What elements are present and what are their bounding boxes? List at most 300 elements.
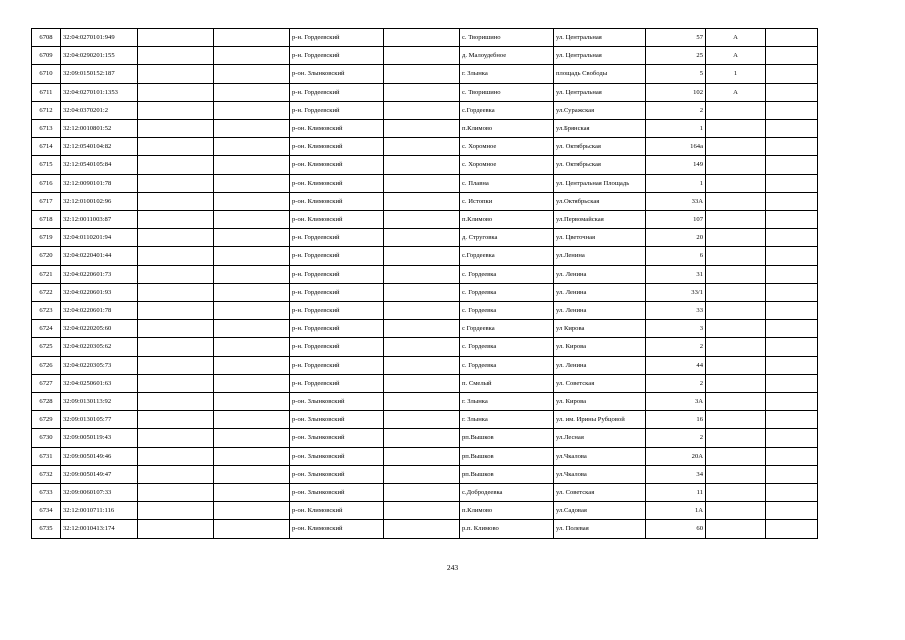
empty-cell [138, 120, 214, 138]
row-number-cell: 6712 [32, 101, 61, 119]
empty-cell [384, 29, 460, 47]
empty-cell [214, 83, 290, 101]
street-cell: ул.Октябрьская [554, 192, 646, 210]
empty-cell [766, 65, 818, 83]
house-number-cell: 3 [646, 320, 706, 338]
registry-table [31, 28, 818, 539]
empty-cell [384, 502, 460, 520]
empty-cell [138, 429, 214, 447]
locality-cell: с. Плавна [460, 174, 554, 192]
empty-cell [214, 192, 290, 210]
building-letter-cell [706, 411, 766, 429]
district-cell: р-н. Гордеевский [290, 320, 384, 338]
empty-cell [766, 520, 818, 538]
empty-cell [384, 283, 460, 301]
empty-cell [214, 65, 290, 83]
empty-cell [138, 447, 214, 465]
cadastral-number-cell: 32:04:0220601:93 [61, 283, 138, 301]
empty-cell [766, 447, 818, 465]
district-cell: р-он. Климовский [290, 520, 384, 538]
empty-cell [138, 465, 214, 483]
locality-cell: р.п. Климово [460, 520, 554, 538]
table-row [32, 138, 818, 156]
district-cell: р-он. Злынковский [290, 429, 384, 447]
row-number-cell: 6720 [32, 247, 61, 265]
table-row [32, 65, 818, 83]
row-number-cell: 6713 [32, 120, 61, 138]
empty-cell [138, 247, 214, 265]
cadastral-number-cell: 32:09:0060107:33 [61, 484, 138, 502]
locality-cell: с. Гордеевка [460, 302, 554, 320]
table-row [32, 447, 818, 465]
building-letter-cell [706, 393, 766, 411]
street-cell: ул. Полевая [554, 520, 646, 538]
locality-cell: с. Гордеевка [460, 356, 554, 374]
empty-cell [138, 374, 214, 392]
table-row [32, 174, 818, 192]
locality-cell: г. Злынка [460, 411, 554, 429]
row-number-cell: 6733 [32, 484, 61, 502]
table-row [32, 356, 818, 374]
row-number-cell: 6711 [32, 83, 61, 101]
district-cell: р-он. Злынковский [290, 484, 384, 502]
empty-cell [766, 320, 818, 338]
cadastral-number-cell: 32:09:0130105:77 [61, 411, 138, 429]
building-letter-cell: А [706, 83, 766, 101]
house-number-cell: 31 [646, 265, 706, 283]
cadastral-number-cell: 32:09:0050149:47 [61, 465, 138, 483]
empty-cell [138, 83, 214, 101]
table-row [32, 429, 818, 447]
empty-cell [214, 502, 290, 520]
empty-cell [214, 101, 290, 119]
street-cell: ул.Ленина [554, 247, 646, 265]
street-cell: ул.Суражская [554, 101, 646, 119]
house-number-cell: 2 [646, 101, 706, 119]
empty-cell [384, 138, 460, 156]
locality-cell: п.Климово [460, 120, 554, 138]
cadastral-number-cell: 32:12:0011003:87 [61, 211, 138, 229]
row-number-cell: 6729 [32, 411, 61, 429]
row-number-cell: 6727 [32, 374, 61, 392]
house-number-cell: 57 [646, 29, 706, 47]
street-cell: ул. Октябрьская [554, 156, 646, 174]
empty-cell [214, 265, 290, 283]
cadastral-number-cell: 32:04:0290201:155 [61, 47, 138, 65]
house-number-cell: 2 [646, 374, 706, 392]
empty-cell [214, 447, 290, 465]
empty-cell [384, 83, 460, 101]
empty-cell [138, 283, 214, 301]
empty-cell [384, 101, 460, 119]
district-cell: р-он. Климовский [290, 192, 384, 210]
locality-cell: д. Струговка [460, 229, 554, 247]
cadastral-number-cell: 32:12:0010413:174 [61, 520, 138, 538]
building-letter-cell [706, 120, 766, 138]
house-number-cell: 44 [646, 356, 706, 374]
locality-cell: с. Гордеевка [460, 283, 554, 301]
locality-cell: с. Хоромное [460, 156, 554, 174]
table-row [32, 502, 818, 520]
locality-cell: рп.Вышков [460, 429, 554, 447]
empty-cell [214, 283, 290, 301]
house-number-cell: 6 [646, 247, 706, 265]
empty-cell [766, 502, 818, 520]
house-number-cell: 11 [646, 484, 706, 502]
street-cell: ул. Ленина [554, 302, 646, 320]
empty-cell [384, 356, 460, 374]
empty-cell [384, 192, 460, 210]
row-number-cell: 6710 [32, 65, 61, 83]
table-row [32, 211, 818, 229]
empty-cell [766, 265, 818, 283]
page-number: 243 [446, 563, 459, 572]
house-number-cell: 20А [646, 447, 706, 465]
table-row [32, 101, 818, 119]
table-row [32, 393, 818, 411]
building-letter-cell [706, 374, 766, 392]
building-letter-cell: А [706, 47, 766, 65]
building-letter-cell [706, 502, 766, 520]
row-number-cell: 6731 [32, 447, 61, 465]
empty-cell [214, 47, 290, 65]
cadastral-number-cell: 32:12:0540105:84 [61, 156, 138, 174]
row-number-cell: 6714 [32, 138, 61, 156]
empty-cell [138, 65, 214, 83]
street-cell: ул.Брянская [554, 120, 646, 138]
cadastral-number-cell: 32:09:0050149:46 [61, 447, 138, 465]
cadastral-number-cell: 32:12:0100102:96 [61, 192, 138, 210]
district-cell: р-н. Гордеевский [290, 374, 384, 392]
empty-cell [766, 101, 818, 119]
building-letter-cell: А [706, 29, 766, 47]
locality-cell: с. Творишино [460, 29, 554, 47]
district-cell: р-он. Климовский [290, 120, 384, 138]
district-cell: р-он. Климовский [290, 211, 384, 229]
empty-cell [138, 229, 214, 247]
empty-cell [766, 338, 818, 356]
empty-cell [766, 156, 818, 174]
street-cell: ул. Советская [554, 484, 646, 502]
row-number-cell: 6726 [32, 356, 61, 374]
cadastral-number-cell: 32:04:0220401:44 [61, 247, 138, 265]
empty-cell [766, 29, 818, 47]
empty-cell [766, 211, 818, 229]
empty-cell [214, 484, 290, 502]
row-number-cell: 6725 [32, 338, 61, 356]
house-number-cell: 1 [646, 174, 706, 192]
table-row [32, 247, 818, 265]
house-number-cell: 107 [646, 211, 706, 229]
empty-cell [138, 29, 214, 47]
house-number-cell: 3А [646, 393, 706, 411]
empty-cell [214, 174, 290, 192]
street-cell: ул.Чкалова [554, 465, 646, 483]
building-letter-cell [706, 302, 766, 320]
house-number-cell: 2 [646, 429, 706, 447]
street-cell: ул. Ленина [554, 265, 646, 283]
table-body [32, 29, 818, 539]
building-letter-cell [706, 229, 766, 247]
row-number-cell: 6735 [32, 520, 61, 538]
cadastral-number-cell: 32:12:0010801:52 [61, 120, 138, 138]
cadastral-number-cell: 32:04:0220305:62 [61, 338, 138, 356]
street-cell: ул. Цветочная [554, 229, 646, 247]
street-cell: ул. Октябрьская [554, 138, 646, 156]
empty-cell [138, 411, 214, 429]
street-cell: ул Кирова [554, 320, 646, 338]
empty-cell [214, 520, 290, 538]
building-letter-cell [706, 356, 766, 374]
building-letter-cell [706, 247, 766, 265]
empty-cell [214, 338, 290, 356]
empty-cell [766, 484, 818, 502]
empty-cell [214, 156, 290, 174]
locality-cell: с. Истопки [460, 192, 554, 210]
table-row [32, 120, 818, 138]
row-number-cell: 6730 [32, 429, 61, 447]
table-row [32, 265, 818, 283]
building-letter-cell [706, 447, 766, 465]
building-letter-cell [706, 138, 766, 156]
empty-cell [766, 283, 818, 301]
street-cell: площадь Свободы [554, 65, 646, 83]
building-letter-cell [706, 429, 766, 447]
empty-cell [766, 393, 818, 411]
empty-cell [138, 192, 214, 210]
empty-cell [138, 302, 214, 320]
locality-cell: с.Гордеевка [460, 247, 554, 265]
empty-cell [766, 411, 818, 429]
empty-cell [214, 120, 290, 138]
row-number-cell: 6732 [32, 465, 61, 483]
cadastral-number-cell: 32:04:0220601:78 [61, 302, 138, 320]
building-letter-cell [706, 156, 766, 174]
empty-cell [384, 247, 460, 265]
empty-cell [766, 429, 818, 447]
locality-cell: с.Добродеевка [460, 484, 554, 502]
empty-cell [214, 356, 290, 374]
table-row [32, 520, 818, 538]
empty-cell [384, 338, 460, 356]
house-number-cell: 1 [646, 120, 706, 138]
street-cell: ул. Ленина [554, 356, 646, 374]
district-cell: р-н. Гордеевский [290, 29, 384, 47]
district-cell: р-он. Климовский [290, 156, 384, 174]
row-number-cell: 6734 [32, 502, 61, 520]
empty-cell [214, 393, 290, 411]
street-cell: ул. Центральная [554, 47, 646, 65]
locality-cell: д. Малоудебное [460, 47, 554, 65]
district-cell: р-он. Климовский [290, 174, 384, 192]
locality-cell: с. Хоромное [460, 138, 554, 156]
cadastral-number-cell: 32:04:0370201:2 [61, 101, 138, 119]
district-cell: р-н. Гордеевский [290, 356, 384, 374]
district-cell: р-н. Гордеевский [290, 47, 384, 65]
district-cell: р-н. Гордеевский [290, 247, 384, 265]
empty-cell [138, 502, 214, 520]
district-cell: р-н. Гордеевский [290, 338, 384, 356]
house-number-cell: 34 [646, 465, 706, 483]
building-letter-cell [706, 265, 766, 283]
empty-cell [384, 520, 460, 538]
row-number-cell: 6728 [32, 393, 61, 411]
cadastral-number-cell: 32:04:0220601:73 [61, 265, 138, 283]
street-cell: ул. Кирова [554, 338, 646, 356]
locality-cell: с Гордеевка [460, 320, 554, 338]
street-cell: ул.Лесная [554, 429, 646, 447]
house-number-cell: 1А [646, 502, 706, 520]
building-letter-cell [706, 320, 766, 338]
cadastral-number-cell: 32:04:0270101:949 [61, 29, 138, 47]
empty-cell [766, 247, 818, 265]
empty-cell [214, 429, 290, 447]
empty-cell [138, 265, 214, 283]
locality-cell: с.Гордеевка [460, 101, 554, 119]
building-letter-cell [706, 283, 766, 301]
empty-cell [384, 265, 460, 283]
empty-cell [138, 484, 214, 502]
row-number-cell: 6709 [32, 47, 61, 65]
building-letter-cell [706, 338, 766, 356]
house-number-cell: 33А [646, 192, 706, 210]
district-cell: р-н. Гордеевский [290, 283, 384, 301]
district-cell: р-н. Гордеевский [290, 229, 384, 247]
cadastral-number-cell: 32:04:0270101:1353 [61, 83, 138, 101]
building-letter-cell [706, 211, 766, 229]
empty-cell [384, 47, 460, 65]
row-number-cell: 6723 [32, 302, 61, 320]
empty-cell [766, 174, 818, 192]
empty-cell [138, 338, 214, 356]
empty-cell [138, 156, 214, 174]
district-cell: р-н. Гордеевский [290, 83, 384, 101]
district-cell: р-он. Климовский [290, 502, 384, 520]
empty-cell [384, 174, 460, 192]
locality-cell: г. Злынка [460, 65, 554, 83]
building-letter-cell [706, 484, 766, 502]
cadastral-number-cell: 32:12:0540104:82 [61, 138, 138, 156]
table-row [32, 374, 818, 392]
locality-cell: рп.Вышков [460, 465, 554, 483]
empty-cell [138, 320, 214, 338]
house-number-cell: 33/1 [646, 283, 706, 301]
empty-cell [384, 447, 460, 465]
empty-cell [138, 174, 214, 192]
empty-cell [138, 138, 214, 156]
district-cell: р-он. Злынковский [290, 65, 384, 83]
locality-cell: рп.Вышков [460, 447, 554, 465]
building-letter-cell [706, 465, 766, 483]
empty-cell [214, 320, 290, 338]
empty-cell [384, 320, 460, 338]
street-cell: ул.Садовая [554, 502, 646, 520]
house-number-cell: 33 [646, 302, 706, 320]
table-row [32, 283, 818, 301]
cadastral-number-cell: 32:04:0250601:63 [61, 374, 138, 392]
row-number-cell: 6722 [32, 283, 61, 301]
row-number-cell: 6719 [32, 229, 61, 247]
empty-cell [214, 211, 290, 229]
empty-cell [766, 374, 818, 392]
empty-cell [384, 156, 460, 174]
row-number-cell: 6708 [32, 29, 61, 47]
row-number-cell: 6715 [32, 156, 61, 174]
house-number-cell: 2 [646, 338, 706, 356]
empty-cell [384, 65, 460, 83]
empty-cell [138, 356, 214, 374]
table-row [32, 484, 818, 502]
empty-cell [384, 211, 460, 229]
table-row [32, 338, 818, 356]
street-cell: ул.Первомайская [554, 211, 646, 229]
empty-cell [214, 374, 290, 392]
empty-cell [766, 465, 818, 483]
district-cell: р-он. Климовский [290, 138, 384, 156]
empty-cell [384, 229, 460, 247]
empty-cell [138, 101, 214, 119]
empty-cell [384, 302, 460, 320]
house-number-cell: 25 [646, 47, 706, 65]
empty-cell [384, 429, 460, 447]
table-row [32, 320, 818, 338]
row-number-cell: 6717 [32, 192, 61, 210]
row-number-cell: 6716 [32, 174, 61, 192]
house-number-cell: 16 [646, 411, 706, 429]
house-number-cell: 20 [646, 229, 706, 247]
cadastral-number-cell: 32:04:0220205:60 [61, 320, 138, 338]
district-cell: р-он. Злынковский [290, 411, 384, 429]
cadastral-number-cell: 32:09:0050119:43 [61, 429, 138, 447]
locality-cell: с. Гордеевка [460, 265, 554, 283]
street-cell: ул. Центральная [554, 83, 646, 101]
building-letter-cell [706, 101, 766, 119]
empty-cell [384, 484, 460, 502]
empty-cell [766, 192, 818, 210]
empty-cell [384, 465, 460, 483]
empty-cell [214, 29, 290, 47]
locality-cell: п.Климово [460, 502, 554, 520]
table-row [32, 192, 818, 210]
locality-cell: п.Климово [460, 211, 554, 229]
district-cell: р-н. Гордеевский [290, 101, 384, 119]
table-row [32, 229, 818, 247]
empty-cell [214, 247, 290, 265]
street-cell: ул. Советская [554, 374, 646, 392]
empty-cell [214, 229, 290, 247]
empty-cell [214, 411, 290, 429]
table-row [32, 411, 818, 429]
empty-cell [766, 302, 818, 320]
locality-cell: с. Творишино [460, 83, 554, 101]
row-number-cell: 6721 [32, 265, 61, 283]
district-cell: р-он. Злынковский [290, 393, 384, 411]
empty-cell [138, 211, 214, 229]
empty-cell [766, 356, 818, 374]
street-cell: ул. Центральная Площадь [554, 174, 646, 192]
row-number-cell: 6718 [32, 211, 61, 229]
locality-cell: п. Смелый [460, 374, 554, 392]
empty-cell [766, 120, 818, 138]
house-number-cell: 5 [646, 65, 706, 83]
street-cell: ул. Кирова [554, 393, 646, 411]
table-row [32, 156, 818, 174]
empty-cell [766, 138, 818, 156]
table-row [32, 29, 818, 47]
house-number-cell: 102 [646, 83, 706, 101]
empty-cell [766, 47, 818, 65]
empty-cell [766, 83, 818, 101]
